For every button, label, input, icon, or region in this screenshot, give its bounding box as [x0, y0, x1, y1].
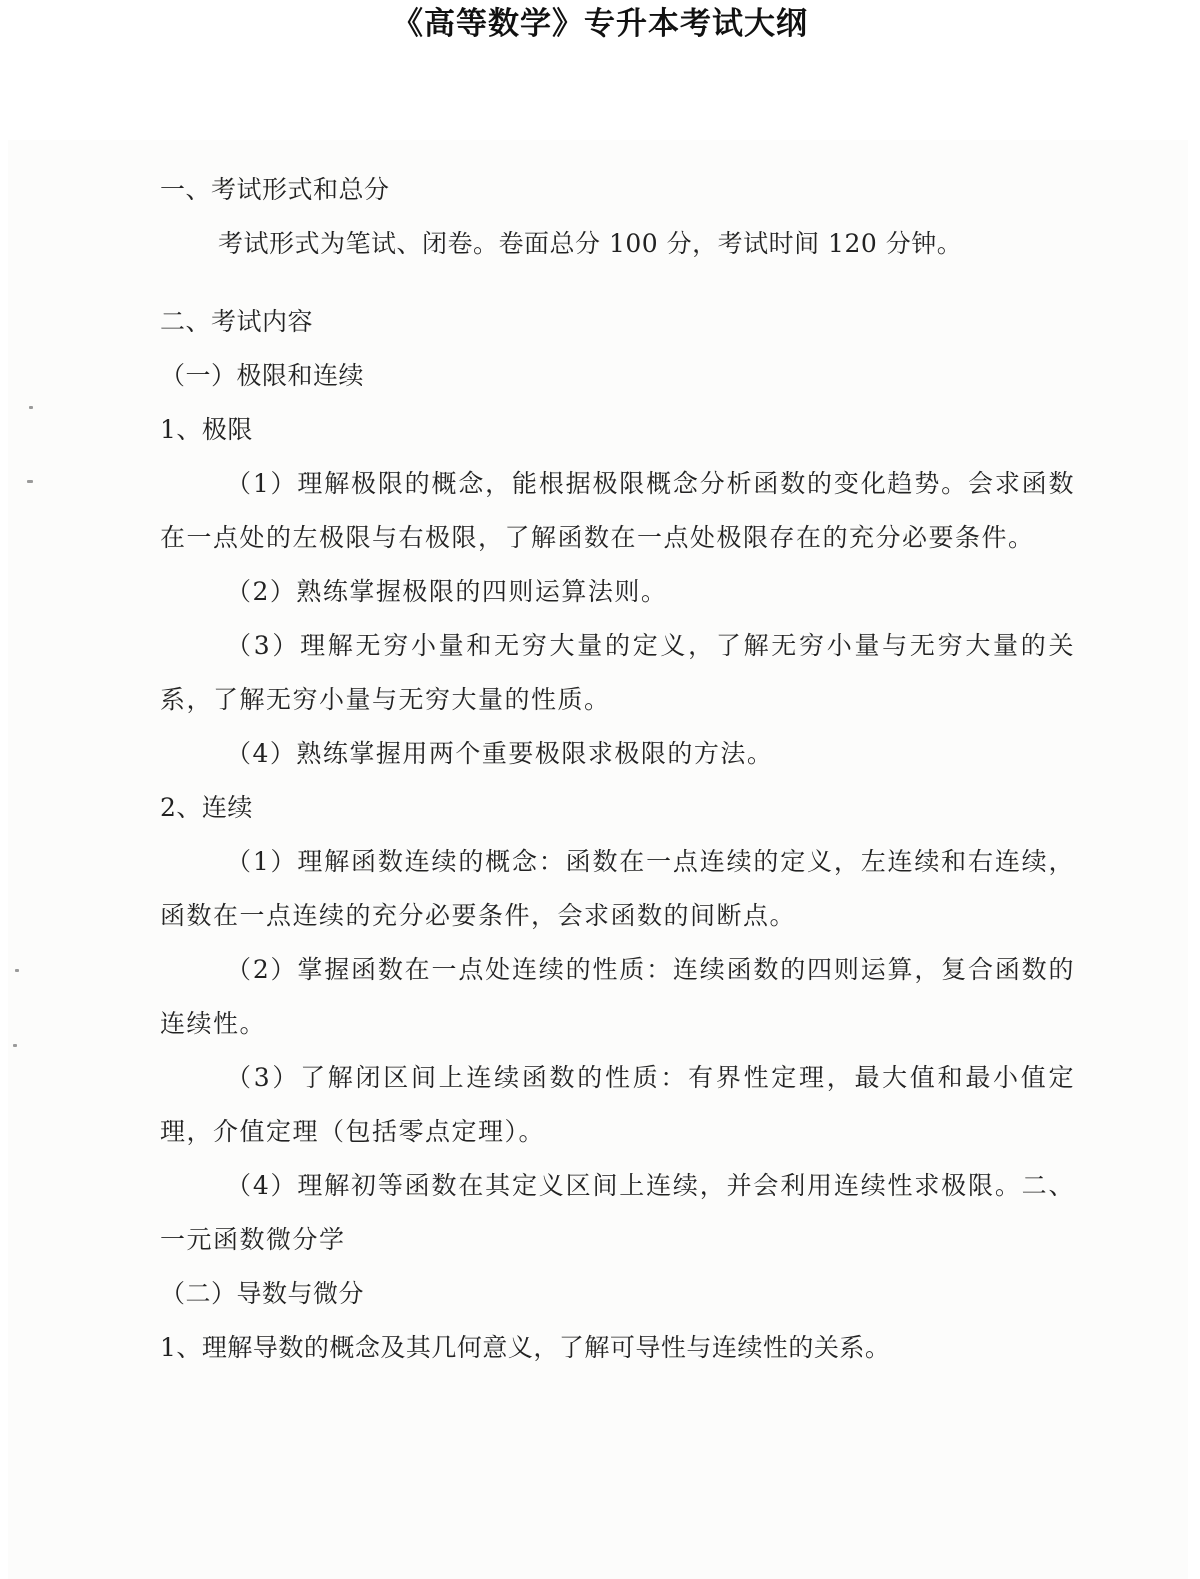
exam-format-text: 考试形式为笔试、闭卷。卷面总分 100 分，考试时间 120 分钟。	[218, 229, 963, 258]
continuity-item-4: （4）理解初等函数在其定义区间上连续，并会利用连续性求极限。二、一元函数微分学	[160, 1171, 1075, 1254]
limits-item-1: （1）理解极限的概念，能根据极限概念分析函数的变化趋势。会求函数在一点处的左极限与右极限，了解函数在一点处极限存在的充分必要条件。	[160, 469, 1075, 552]
limits-item-3: （3）理解无穷小量和无穷大量的定义，了解无穷小量与无穷大量的关系，了解无穷小量与无穷大量的性质。	[160, 631, 1075, 714]
document-title: 《高等数学》专升本考试大纲	[392, 6, 808, 42]
part-heading-derivative-differential: （二）导数与微分	[160, 1279, 365, 1308]
scan-speck	[29, 406, 33, 409]
sub-heading-continuity: 2、连续	[160, 793, 253, 822]
derivative-item-1: 1、理解导数的概念及其几何意义，了解可导性与连续性的关系。	[160, 1333, 891, 1362]
continuity-item-3: （3）了解闭区间上连续函数的性质：有界性定理，最大值和最小值定理，介值定理（包括零点定理）。	[160, 1063, 1075, 1146]
sub-heading-limits: 1、极限	[160, 415, 253, 444]
scan-speck	[13, 1044, 17, 1047]
limits-item-2: （2）熟练掌握极限的四则运算法则。	[226, 577, 668, 606]
part-heading-limits-continuity: （一）极限和连续	[160, 361, 365, 390]
section-heading-exam-content: 二、考试内容	[160, 307, 314, 336]
section-heading-exam-format: 一、考试形式和总分	[160, 175, 390, 204]
document-body	[160, 163, 1075, 1375]
scan-speck	[27, 480, 33, 483]
continuity-item-2: （2）掌握函数在一点处连续的性质：连续函数的四则运算，复合函数的连续性。	[160, 955, 1075, 1038]
limits-item-4: （4）熟练掌握用两个重要极限求极限的方法。	[226, 739, 774, 768]
scan-speck	[15, 969, 19, 972]
continuity-item-1: （1）理解函数连续的概念：函数在一点连续的定义，左连续和右连续，函数在一点连续的充分必要条件，会求函数的间断点。	[160, 847, 1075, 930]
